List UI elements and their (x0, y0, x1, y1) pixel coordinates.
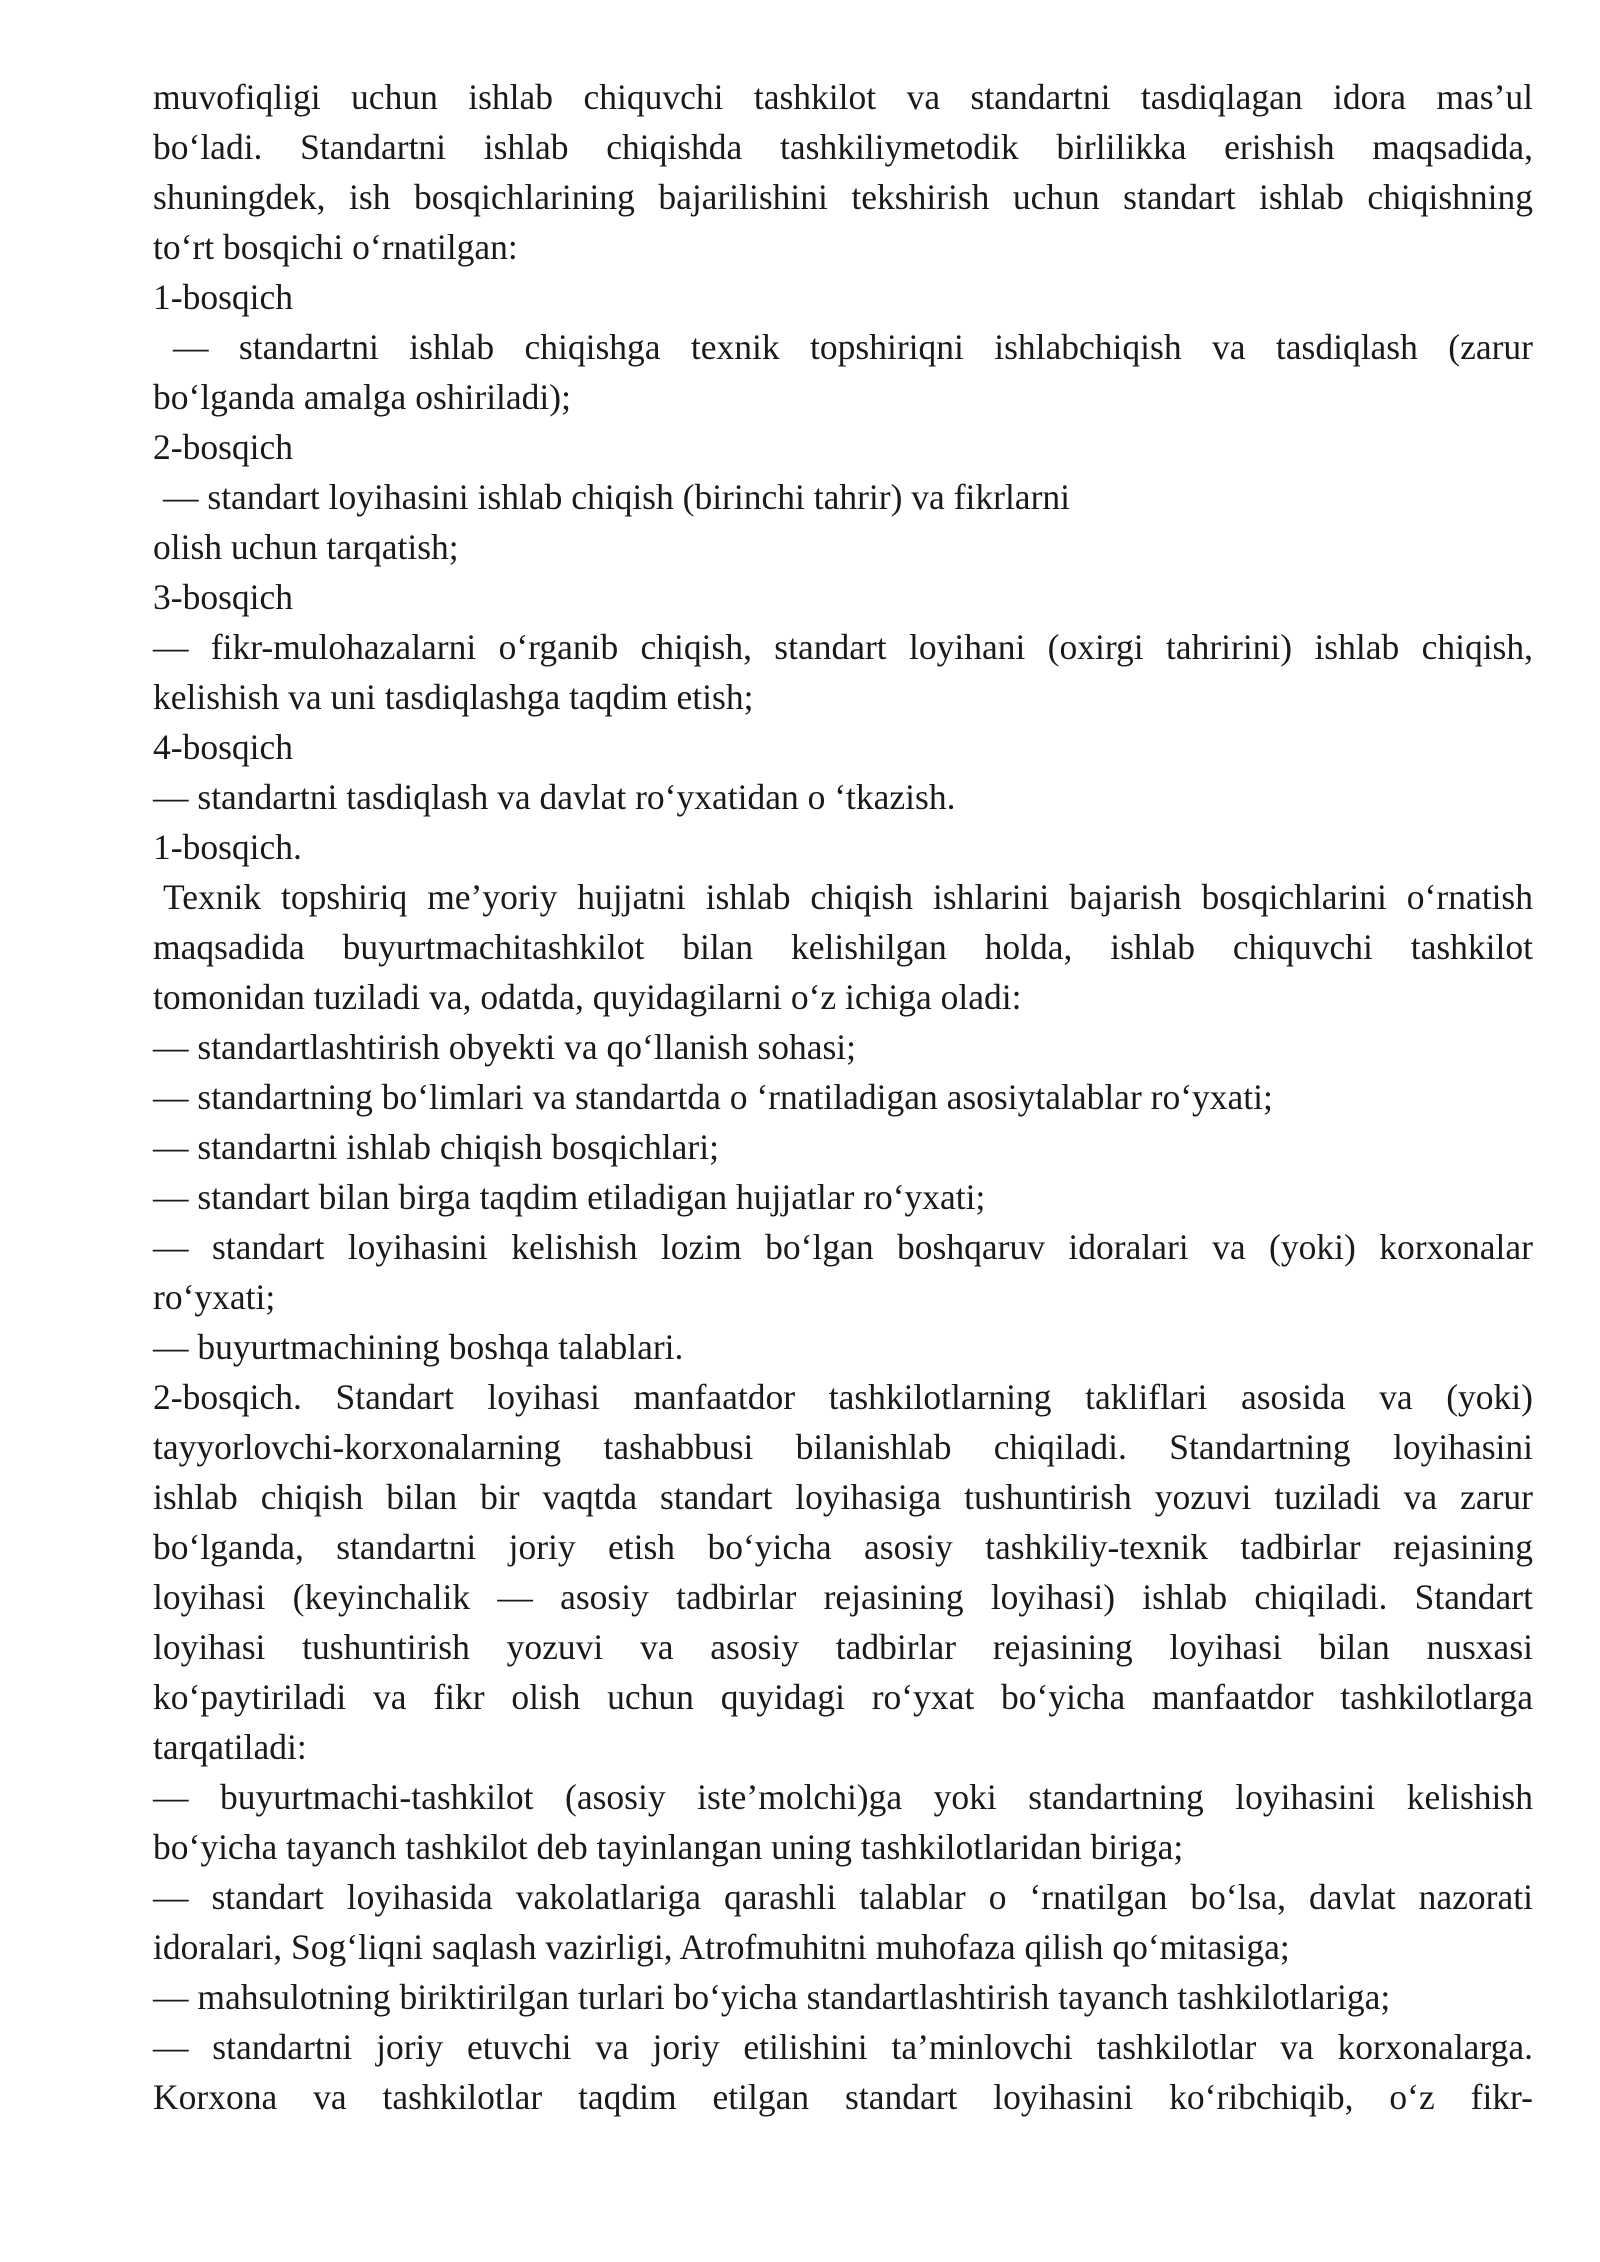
text-line: muvofiqligi uchun ishlab chiquvchi tashkilot va standartni tasdiqlagan idora mas’ul (153, 77, 1533, 117)
text-line: tayyorlovchi-korxonalarning tashabbusi bilanishlab chiqiladi. Standartning loyihasini (153, 1427, 1533, 1467)
text-line: 2-bosqich (153, 427, 294, 467)
text-line: — standartni ishlab chiqish bosqichlari; (153, 1127, 719, 1167)
text-line: — standartni joriy etuvchi va joriy etilishini ta’minlovchi tashkilotlar va korxonalarga. (153, 2027, 1533, 2067)
text-line: 1-bosqich (153, 277, 294, 317)
text-line: loyihasi (keyinchalik — asosiy tadbirlar rejasining loyihasi) ishlab chiqiladi. Standart (153, 1577, 1533, 1617)
text-line: Korxona va tashkilotlar taqdim etilgan standart loyihasini koʻribchiqib, oʻz fikr- (153, 2077, 1533, 2117)
text-line: boʻladi. Standartni ishlab chiqishda tashkiliymetodik birlilikka erishish maqsadida, (153, 127, 1533, 167)
text-line: — standart loyihasini kelishish lozim boʻlgan boshqaruv idoralari va (yoki) korxonalar (153, 1227, 1533, 1267)
text-line: maqsadida buyurtmachitashkilot bilan kelishilgan holda, ishlab chiquvchi tashkilot (153, 927, 1533, 967)
text-line: — standart bilan birga taqdim etiladigan hujjatlar roʻyxati; (153, 1177, 986, 1217)
text-line: 4-bosqich (153, 727, 294, 767)
text-line: loyihasi tushuntirish yozuvi va asosiy tadbirlar rejasining loyihasi bilan nusxasi (153, 1627, 1533, 1667)
text-line: idoralari, Sogʻliqni saqlash vazirligi, Atrofmuhitni muhofaza qilish qoʻmitasiga; (153, 1927, 1290, 1967)
text-line: roʻyxati; (153, 1277, 276, 1317)
text-line: tarqatiladi: (153, 1727, 307, 1767)
text-line: 2-bosqich. Standart loyihasi manfaatdor tashkilotlarning takliflari asosida va (yoki) (153, 1377, 1533, 1417)
text-line: — standart loyihasini ishlab chiqish (birinchi tahrir) va fikrlarni (163, 477, 1071, 517)
text-line: — standartni ishlab chiqishga texnik topshiriqni ishlabchiqish va tasdiqlash (zarur (173, 327, 1533, 367)
text-line: — buyurtmachining boshqa talablari. (153, 1327, 684, 1367)
text-line: — standartning boʻlimlari va standartda o ‘rnatiladigan asosiytalablar roʻyxati; (153, 1077, 1273, 1117)
text-line: kelishish va uni tasdiqlashga taqdim etish; (153, 677, 754, 717)
text-line: 3-bosqich (153, 577, 294, 617)
text-line: toʻrt bosqichi oʻrnatilgan: (153, 227, 518, 267)
text-line: — standartlashtirish obyekti va qoʻllanish sohasi; (153, 1027, 856, 1067)
text-line: shuningdek, ish bosqichlarining bajarilishini tekshirish uchun standart ishlab chiqishning (153, 177, 1533, 217)
text-line: 1-bosqich. (153, 827, 302, 867)
text-line: — standartni tasdiqlash va davlat roʻyxatidan o ‘tkazish. (153, 777, 956, 817)
text-line: — mahsulotning biriktirilgan turlari boʻyicha standartlashtirish tayanch tashkilotlariga; (153, 1977, 1391, 2017)
text-line: — fikr-mulohazalarni oʻrganib chiqish, standart loyihani (oxirgi tahririni) ishlab chiqish, (153, 627, 1533, 667)
text-line: boʻlganda, standartni joriy etish boʻyicha asosiy tashkiliy-texnik tadbirlar rejasining (153, 1527, 1533, 1567)
text-line: Texnik topshiriq me’yoriy hujjatni ishlab chiqish ishlarini bajarish bosqichlarini oʻrnatish (163, 877, 1533, 917)
text-line: koʻpaytiriladi va fikr olish uchun quyidagi roʻyxat boʻyicha manfaatdor tashkilotlarga (153, 1677, 1533, 1717)
text-line: — standart loyihasida vakolatlariga qarashli talablar o ‘rnatilgan boʻlsa, davlat nazorati (153, 1877, 1533, 1917)
text-line: ishlab chiqish bilan bir vaqtda standart loyihasiga tushuntirish yozuvi tuziladi va zarur (153, 1477, 1533, 1517)
text-line: tomonidan tuziladi va, odatda, quyidagilarni oʻz ichiga oladi: (153, 977, 1022, 1017)
text-line: — buyurtmachi-tashkilot (asosiy iste’molchi)ga yoki standartning loyihasini kelishish (153, 1777, 1533, 1817)
text-line: boʻyicha tayanch tashkilot deb tayinlangan uning tashkilotlaridan biriga; (153, 1827, 1184, 1867)
document-page (153, 72, 1533, 2122)
text-line: boʻlganda amalga oshiriladi); (153, 377, 571, 417)
text-line: olish uchun tarqatish; (153, 527, 459, 567)
